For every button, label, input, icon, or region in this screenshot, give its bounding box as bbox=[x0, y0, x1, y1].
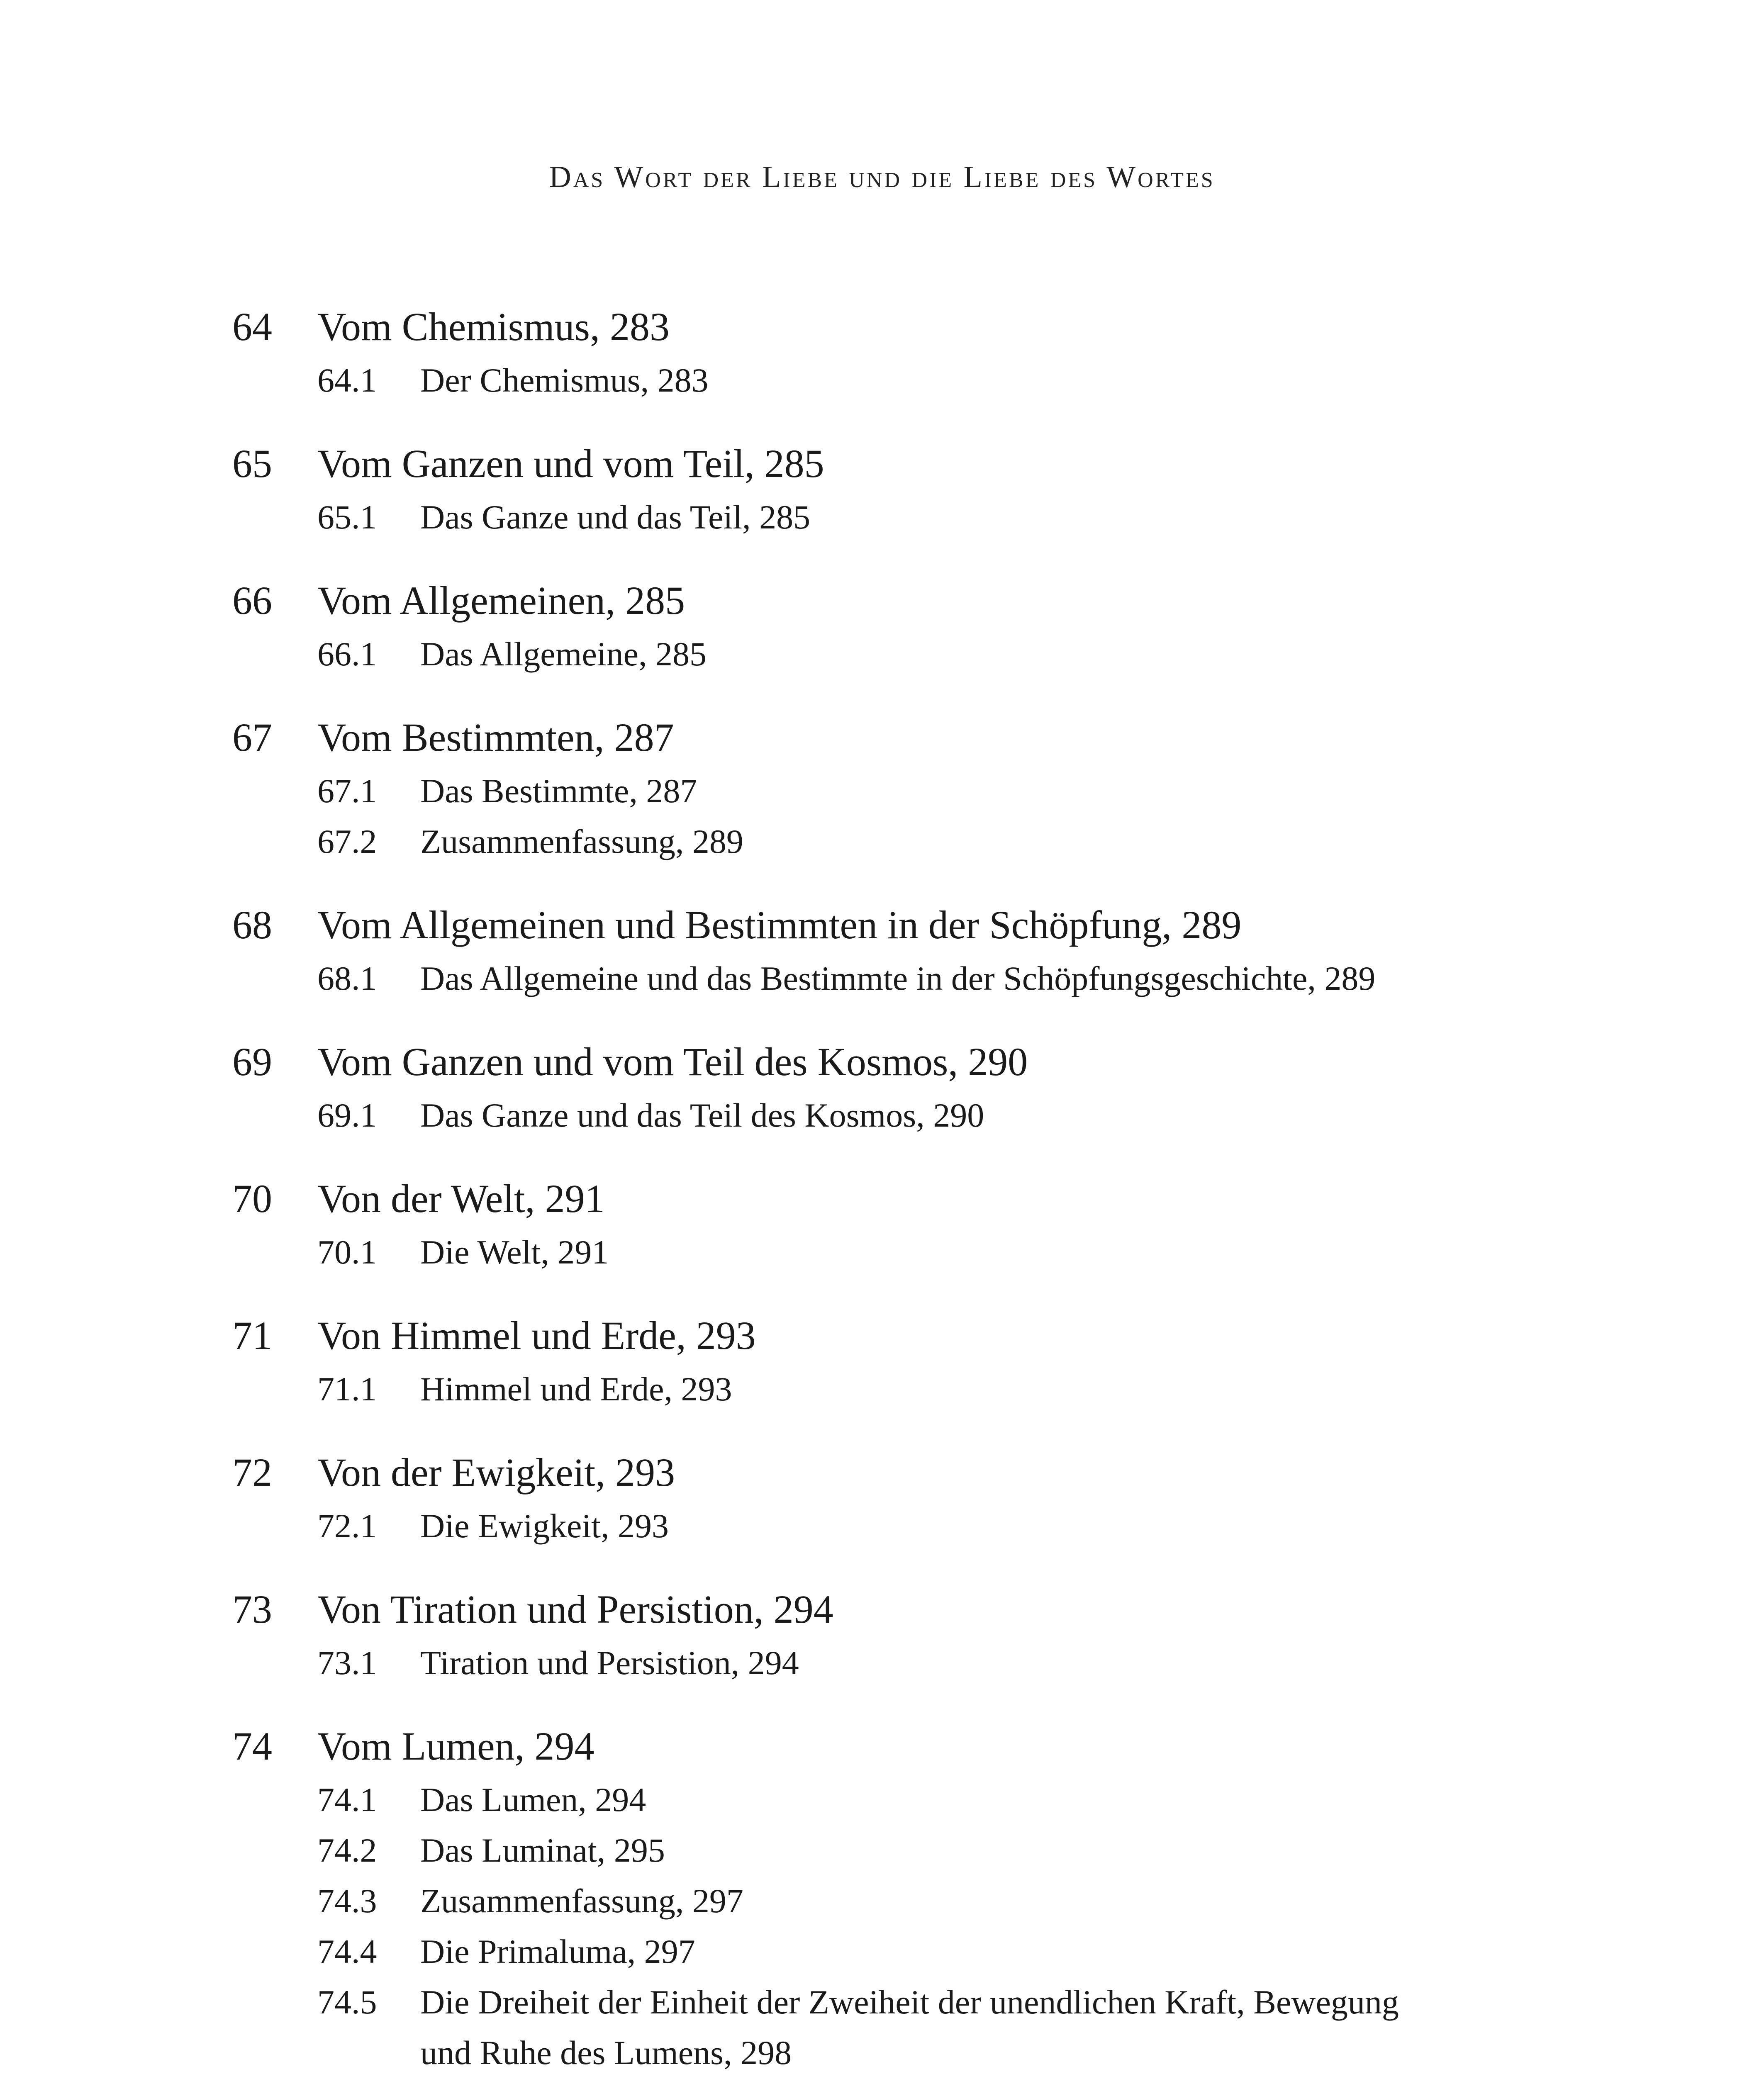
chapter-title: Vom Ganzen und vom Teil, 285 bbox=[317, 441, 824, 486]
chapter-entry bbox=[232, 1034, 1477, 1090]
section-entry bbox=[232, 1775, 1477, 1825]
chapter-title: Von der Ewigkeit, 293 bbox=[317, 1450, 675, 1495]
chapter-title: Von Tiration und Persistion, 294 bbox=[317, 1587, 833, 1631]
toc-chapter bbox=[232, 1307, 1477, 1414]
section-number: 71.1 bbox=[317, 1370, 377, 1408]
chapter-number: 69 bbox=[232, 1039, 272, 1084]
section-title: Das Bestimmte, 287 bbox=[420, 772, 697, 810]
section-title: Zusammenfassung, 289 bbox=[420, 823, 743, 860]
chapter-title: Vom Bestimmten, 287 bbox=[317, 715, 674, 759]
chapter-entry bbox=[232, 572, 1477, 629]
chapter-title: Vom Allgemeinen und Bestimmten in der Schöpfung, 289 bbox=[317, 903, 1242, 947]
chapter-title: Vom Ganzen und vom Teil des Kosmos, 290 bbox=[317, 1039, 1028, 1084]
section-entry bbox=[232, 355, 1477, 406]
chapter-number: 66 bbox=[232, 578, 272, 623]
section-entry bbox=[232, 816, 1477, 867]
chapter-title: Vom Lumen, 294 bbox=[317, 1724, 594, 1768]
section-title: Der Chemismus, 283 bbox=[420, 361, 709, 399]
chapter-entry bbox=[232, 709, 1477, 766]
section-entry bbox=[232, 1977, 1477, 2074]
section-title: Zusammenfassung, 297 bbox=[420, 1882, 743, 1920]
chapter-title: Vom Allgemeinen, 285 bbox=[317, 578, 685, 623]
section-number: 64.1 bbox=[317, 361, 377, 399]
chapter-number: 74 bbox=[232, 1724, 272, 1768]
section-entry bbox=[232, 766, 1477, 816]
chapter-number: 67 bbox=[232, 715, 272, 759]
toc-chapter bbox=[232, 436, 1477, 543]
section-title: Die Ewigkeit, 293 bbox=[420, 1507, 669, 1545]
section-entry bbox=[232, 1364, 1477, 1414]
chapter-entry bbox=[232, 1307, 1477, 1364]
toc-chapter bbox=[232, 709, 1477, 867]
chapter-entry bbox=[232, 1171, 1477, 1227]
toc-chapter bbox=[232, 1171, 1477, 1278]
chapter-entry bbox=[232, 1718, 1477, 1775]
chapter-title: Von der Welt, 291 bbox=[317, 1176, 605, 1221]
section-title: Die Primaluma, 297 bbox=[420, 1933, 695, 1970]
table-of-contents bbox=[232, 299, 1477, 2074]
section-entry bbox=[232, 1090, 1477, 1141]
section-title: Die Welt, 291 bbox=[420, 1233, 609, 1271]
section-number: 74.5 bbox=[317, 1983, 377, 2021]
section-number: 74.4 bbox=[317, 1933, 377, 1970]
chapter-number: 72 bbox=[232, 1450, 272, 1495]
chapter-number: 68 bbox=[232, 903, 272, 947]
chapter-title: Vom Chemismus, 283 bbox=[317, 304, 670, 349]
section-title: Die Dreiheit der Einheit der Zweiheit der unendlichen Kraft, Bewegung und Ruhe des Lumens, 298 bbox=[420, 1983, 1399, 2072]
section-title: Das Luminat, 295 bbox=[420, 1831, 665, 1869]
section-entry bbox=[232, 492, 1477, 543]
section-number: 65.1 bbox=[317, 498, 377, 536]
section-number: 74.1 bbox=[317, 1781, 377, 1818]
chapter-number: 73 bbox=[232, 1587, 272, 1631]
section-number: 74.2 bbox=[317, 1831, 377, 1869]
toc-chapter bbox=[232, 897, 1477, 1004]
section-number: 66.1 bbox=[317, 635, 377, 673]
section-title: Das Ganze und das Teil, 285 bbox=[420, 498, 811, 536]
chapter-entry bbox=[232, 436, 1477, 492]
section-title: Das Ganze und das Teil des Kosmos, 290 bbox=[420, 1096, 984, 1134]
toc-chapter bbox=[232, 1581, 1477, 1688]
section-title: Das Lumen, 294 bbox=[420, 1781, 646, 1818]
section-entry bbox=[232, 1825, 1477, 1876]
toc-chapter bbox=[232, 1718, 1477, 2074]
section-entry bbox=[232, 1227, 1477, 1278]
section-title: Himmel und Erde, 293 bbox=[420, 1370, 732, 1408]
chapter-number: 64 bbox=[232, 304, 272, 349]
section-number: 69.1 bbox=[317, 1096, 377, 1134]
section-number: 74.3 bbox=[317, 1882, 377, 1920]
chapter-number: 65 bbox=[232, 441, 272, 486]
section-entry bbox=[232, 1876, 1477, 1926]
section-title: Das Allgemeine und das Bestimmte in der Schöpfungsgeschichte, 289 bbox=[420, 959, 1376, 997]
section-number: 72.1 bbox=[317, 1507, 377, 1545]
section-title: Tiration und Persistion, 294 bbox=[420, 1644, 799, 1682]
section-entry bbox=[232, 1926, 1477, 1977]
chapter-entry bbox=[232, 1581, 1477, 1638]
running-head: Das Wort der Liebe und die Liebe des Wortes bbox=[549, 160, 1215, 194]
section-number: 73.1 bbox=[317, 1644, 377, 1682]
section-entry bbox=[232, 1638, 1477, 1688]
section-number: 67.1 bbox=[317, 772, 377, 810]
section-entry bbox=[232, 629, 1477, 679]
section-entry bbox=[232, 953, 1477, 1004]
section-number: 67.2 bbox=[317, 823, 377, 860]
chapter-entry bbox=[232, 1444, 1477, 1501]
chapter-number: 70 bbox=[232, 1176, 272, 1221]
toc-chapter bbox=[232, 1034, 1477, 1141]
section-number: 68.1 bbox=[317, 959, 377, 997]
chapter-number: 71 bbox=[232, 1313, 272, 1358]
chapter-entry bbox=[232, 299, 1477, 355]
section-title: Das Allgemeine, 285 bbox=[420, 635, 707, 673]
section-entry bbox=[232, 1501, 1477, 1551]
section-number: 70.1 bbox=[317, 1233, 377, 1271]
toc-chapter bbox=[232, 1444, 1477, 1551]
chapter-entry bbox=[232, 897, 1477, 953]
toc-chapter bbox=[232, 572, 1477, 679]
toc-chapter bbox=[232, 299, 1477, 406]
chapter-title: Von Himmel und Erde, 293 bbox=[317, 1313, 756, 1358]
